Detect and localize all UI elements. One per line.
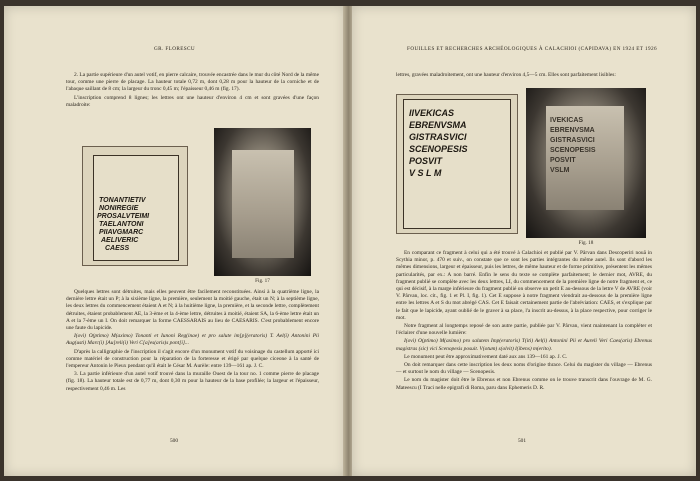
- fig-17-photo: [214, 128, 311, 276]
- inscription-line: SCENOPESIS: [409, 144, 468, 154]
- left-text-bottom: [66, 289, 319, 394]
- fig-17-caption: Fig. 17: [255, 278, 270, 284]
- inscription-line: POSVIT: [409, 156, 443, 166]
- photo-inscription-line: EBRENVSMA: [550, 127, 595, 134]
- right-paragraph-7: Le nom du magister doit être le Ebrenus et non Ebrenus comme on le trouve transcrit dans l'ouvrage de M. G. Mateescu (I Traci nelle epigrafi di Roma, paru dans Ephemeris D. R.: [396, 377, 652, 391]
- left-paragraph-4: I(ovi) O(ptimo) M(aximo) Tonanti et Iunoni Reg(inae) et pro salute im[p](eratoris) T. Ael(i) Antonini Pii Aug(usti) Marc(i) [Au]reli(i) Veri C[a]es(aris)s pont[i]...: [66, 333, 319, 347]
- left-paragraph-5: D'après la calligraphie de l'inscription il s'agit encore d'un monument votif du voisinage du castellum apporté ici comme matériel de construction pour la réparation de la forteresse et érigé par quelque ciceone à la santé de l'empereur Antonin le Pieux pendant qu'il était le César M. Aurèle: entre 139—161 ap. J. C.: [66, 348, 319, 370]
- folio-right: 501: [517, 438, 527, 444]
- folio-left: 500: [169, 438, 179, 444]
- running-head-left: GR. FLORESCU: [153, 46, 196, 52]
- inscription-line: PIIAVGMARC: [99, 229, 144, 236]
- right-paragraph-3: Notre fragment al longtemps reposé de son autre partie, publiée par V. Pârvan, vient maintenant la compléter et l'éclairer d'une nouvelle lumière:: [396, 323, 652, 337]
- right-paragraph-2: En comparant ce fragment à celui qui a été trouvé à Calachioi et publié par V. Pârvan dans Descoperiri nouă in Scythia minor, p. 470 et suiv., on constate que ce sont les parties intégrantes du même autel. Ils sont d'abord les mêmes dimensions, largeur et épaisseur, puis les lettres, de même hauteur et de forme primitive, présentent les mêmes particularités, par ex.: A non barré. Enfin le sens du texte se complète parfaitement; le dernier mot, AVRE, du fragment publié se complète avec les deux lettres, LI, du commencement de la première ligne de notre fragment et, ce qui est décisif, à la marge inférieure du fragment publié on observe un petit E au-dessous de la lettre V de AVRE (voir V. Pârvan, loc. cit., fig. 1 et Pl. I, fig. 1). Cet E suppose à notre fragment viendrait au-dessous de la première ligne entre les lettres A et S du mot abrégé CAS. Cet E faisait certainement partie de l'abréviation: CAES, et s'explique par le fait que le lapicide, ayant oublié de le graver à sa place, l'a inscrit au-dessus, à la place respective, pour corriger le mot.: [396, 250, 652, 321]
- fig-18-photo: [526, 88, 646, 238]
- right-paragraph-6: On doit remarquer dans cette inscription les deux noms d'origine thrace. Celui du magister du village — Ebrenus — et surtout le nom du village — Scenopesis.: [396, 362, 652, 376]
- inscription-line: PROSALVTEIMI: [97, 213, 150, 220]
- running-head-right: FOUILLES ET RECHERCHES ARCHÉOLOGIQUES À CALACHIOI (CAPIDAVA) EN 1924 ET 1926: [407, 46, 657, 52]
- inscription-line: TONANTIETIV: [99, 197, 146, 204]
- photo-inscription-line: VSLM: [550, 167, 570, 174]
- left-paragraph-6: 3. La partie inférieure d'un autel votif trouvé dans la muraille Ouest de la tour no. 1 comme pierre de placage (fig. 18). La hauteur totale est de 0,77 m, dont 0,30 m pour la hauteur de la base profilée; la largeur et l'épaisseur, respectivement 0,46 m. Les: [66, 371, 319, 392]
- inscription-line: EBRENVSMA: [409, 120, 467, 130]
- photo-inscription-line: POSVIT: [550, 157, 576, 164]
- fig-18-caption: Fig. 18: [578, 240, 594, 246]
- left-paragraph-1: 2. La partie supérieure d'un autel votif, en pierre calcaire, trouvée encastrée dans le mur du côté Nord de la même tour, comme une pierre de placage. La hauteur totale 0,72 m, dont 0,28 m pour la hauteur de la corniche et de l'abaque saillant de 8 cm; la largeur du tronc 0,45 m; l'épaisseur 0,46 m (fig. 17).: [66, 72, 319, 93]
- inscription-line: NONIREGIE: [99, 205, 139, 212]
- left-paragraph-3: Quelques lettres sont détruites, mais elles peuvent être facilement reconstituées. Ainsi à la quatrième ligne, la dernière lettre était un P; à la sixième ligne, la première, seulement la moitié gauche, était un N; à la septième ligne, les deux lettres du commencement étaient A et N; à la huitième ligne, la première, et la seconde lettre, complètement détruites, étaient probablement AE, la 3-ème et la 4-ème lettre, détruites à moitié, étaient SA, la 6-ème lettre était un A et la 7-ème un I. On doit remarquer la forme CAESSARAIS au lieu de CAESARIS. C'est probablement encore une faute du lapicide.: [66, 289, 319, 332]
- inscription-line: AELIVERIC: [101, 237, 139, 244]
- left-paragraph-2: L'inscription comprend 8 lignes; les lettres ont une hauteur d'environ 4 cm et sont gravées d'une façon maladroite:: [66, 94, 319, 108]
- inscription-line: TAELANTONI: [99, 221, 144, 228]
- inscription-line: IIVEKICAS: [409, 108, 455, 118]
- right-paragraph-1: lettres, gravées maladroitement, ont une hauteur d'environ 4,5—5 cm. Elles sont parfaitement lisibles:: [396, 72, 616, 78]
- photo-inscription-line: SCENOPESIS: [550, 147, 596, 154]
- right-page: [352, 6, 696, 476]
- inscription-line: V S L M: [409, 168, 442, 178]
- photo-inscription-line: IVEKICAS: [550, 117, 584, 124]
- photo-inscription-line: GISTRASVICI: [550, 137, 595, 144]
- left-page: [4, 6, 345, 476]
- fig-17-drawing: [82, 146, 188, 266]
- right-text-top: [396, 72, 652, 80]
- altar-stone-photo: [232, 150, 294, 258]
- right-paragraph-4: I(ovi) O(ptimo) M(aximo) pro salutem Imp(eratoris) T(iti) Ael(i) Antonini Pii et Aureli Veri Caes(aris) Ebrenus magistras (sic) vici Scenopesis posuit. V(otum) s(olvit) l(ibens) m(erito).: [396, 338, 652, 352]
- left-text-top: [66, 72, 319, 110]
- inscription-line: CAESS: [105, 245, 130, 252]
- right-paragraph-5: Le monument peut être approximativement daté aux ans 139—161 ap. J. C.: [404, 353, 568, 360]
- right-text-bottom: [396, 250, 652, 393]
- inscription-line: GISTRASVICI: [409, 132, 467, 142]
- fig-18-drawing: [396, 94, 518, 234]
